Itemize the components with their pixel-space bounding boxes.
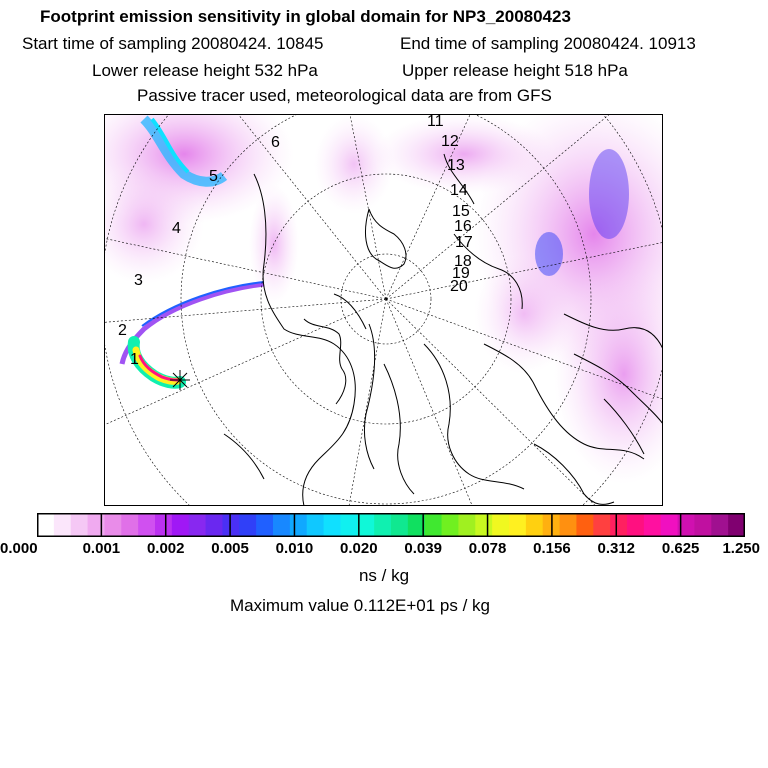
colorbar-swatch bbox=[610, 513, 627, 537]
colorbar-swatch bbox=[728, 513, 745, 537]
end-time-label: End time of sampling 20080424. 10913 bbox=[400, 34, 696, 53]
release-point-star bbox=[170, 370, 190, 390]
colorbar-swatch bbox=[644, 513, 661, 537]
colorbar-swatch bbox=[391, 513, 408, 537]
day-label: 16 bbox=[454, 218, 472, 235]
day-label: 20 bbox=[450, 278, 468, 295]
start-time-label: Start time of sampling 20080424. 10845 bbox=[22, 34, 324, 53]
colorbar-swatch bbox=[121, 513, 138, 537]
colorbar-swatch bbox=[340, 513, 357, 537]
colorbar-swatch bbox=[54, 513, 71, 537]
day-label: 2 bbox=[118, 322, 127, 339]
colorbar-swatch bbox=[172, 513, 189, 537]
maximum-value-label: Maximum value 0.112E+01 ps / kg bbox=[230, 596, 491, 615]
colorbar-swatch bbox=[138, 513, 155, 537]
colorbar-swatch bbox=[37, 513, 54, 537]
day-label: 11 bbox=[427, 114, 444, 130]
day-label: 6 bbox=[271, 134, 280, 151]
colorbar-units: ns / kg bbox=[358, 566, 410, 585]
colorbar-swatch bbox=[239, 513, 256, 537]
day-label: 15 bbox=[452, 203, 470, 220]
tracer-note: Passive tracer used, meteorological data are from GFS bbox=[137, 86, 552, 105]
day-label: 14 bbox=[450, 182, 468, 199]
colorbar-swatch bbox=[627, 513, 644, 537]
colorbar-swatch bbox=[222, 513, 239, 537]
colorbar-swatch bbox=[206, 513, 223, 537]
colorbar-swatch bbox=[576, 513, 593, 537]
colorbar-tick-label: 0.156 bbox=[533, 540, 571, 557]
day-label: 17 bbox=[455, 234, 473, 251]
colorbar-tick-label: 0.039 bbox=[404, 540, 442, 557]
colorbar-tick-label: 0.000 bbox=[0, 540, 38, 557]
colorbar-tick-label: 0.312 bbox=[597, 540, 636, 557]
colorbar-swatch bbox=[711, 513, 728, 537]
colorbar-swatch bbox=[509, 513, 526, 537]
colorbar-swatch bbox=[357, 513, 374, 537]
colorbar-swatch bbox=[374, 513, 391, 537]
plot-title: Footprint emission sensitivity in global domain for NP3_20080423 bbox=[40, 7, 571, 26]
colorbar-swatch bbox=[155, 513, 172, 537]
day-label: 1 bbox=[130, 351, 139, 368]
colorbar-swatch bbox=[458, 513, 475, 537]
colorbar-swatch bbox=[694, 513, 711, 537]
upper-height-label: Upper release height 518 hPa bbox=[402, 61, 628, 80]
colorbar-swatch bbox=[593, 513, 610, 537]
day-label: 3 bbox=[134, 272, 143, 289]
colorbar-swatch bbox=[324, 513, 341, 537]
colorbar-tick-label: 0.078 bbox=[468, 540, 507, 557]
colorbar-tick-label: 0.010 bbox=[275, 540, 314, 557]
colorbar-swatch bbox=[307, 513, 324, 537]
colorbar-swatch bbox=[88, 513, 105, 537]
colorbar-tick-label: 0.002 bbox=[146, 540, 185, 557]
colorbar-tick-label: 0.001 bbox=[82, 540, 121, 557]
colorbar-tick-label: 0.020 bbox=[340, 540, 378, 557]
colorbar-swatch bbox=[526, 513, 543, 537]
colorbar-swatch bbox=[560, 513, 577, 537]
colorbar-swatch bbox=[475, 513, 492, 537]
colorbar-swatch bbox=[104, 513, 121, 537]
colorbar bbox=[37, 513, 745, 537]
colorbar-tick-label: 0.625 bbox=[661, 540, 700, 557]
day-label: 18 bbox=[454, 253, 472, 270]
footprint-map bbox=[104, 114, 663, 506]
sensitivity-fields bbox=[104, 114, 663, 484]
colorbar-swatch bbox=[661, 513, 678, 537]
lower-height-label: Lower release height 532 hPa bbox=[92, 61, 318, 80]
colorbar-swatch bbox=[442, 513, 459, 537]
day-label: 19 bbox=[452, 265, 470, 282]
colorbar-tick-label: 0.005 bbox=[211, 540, 249, 557]
colorbar-swatch bbox=[189, 513, 206, 537]
colorbar-swatch bbox=[492, 513, 509, 537]
colorbar-swatch bbox=[71, 513, 88, 537]
colorbar-swatch bbox=[425, 513, 442, 537]
day-label: 13 bbox=[447, 157, 465, 174]
colorbar-swatch bbox=[290, 513, 307, 537]
day-label: 5 bbox=[209, 168, 218, 185]
day-label: 12 bbox=[441, 133, 459, 150]
day-label: 4 bbox=[172, 220, 181, 237]
colorbar-swatch bbox=[256, 513, 273, 537]
colorbar-swatch bbox=[273, 513, 290, 537]
colorbar-tick-label: 1.250 bbox=[722, 540, 760, 557]
